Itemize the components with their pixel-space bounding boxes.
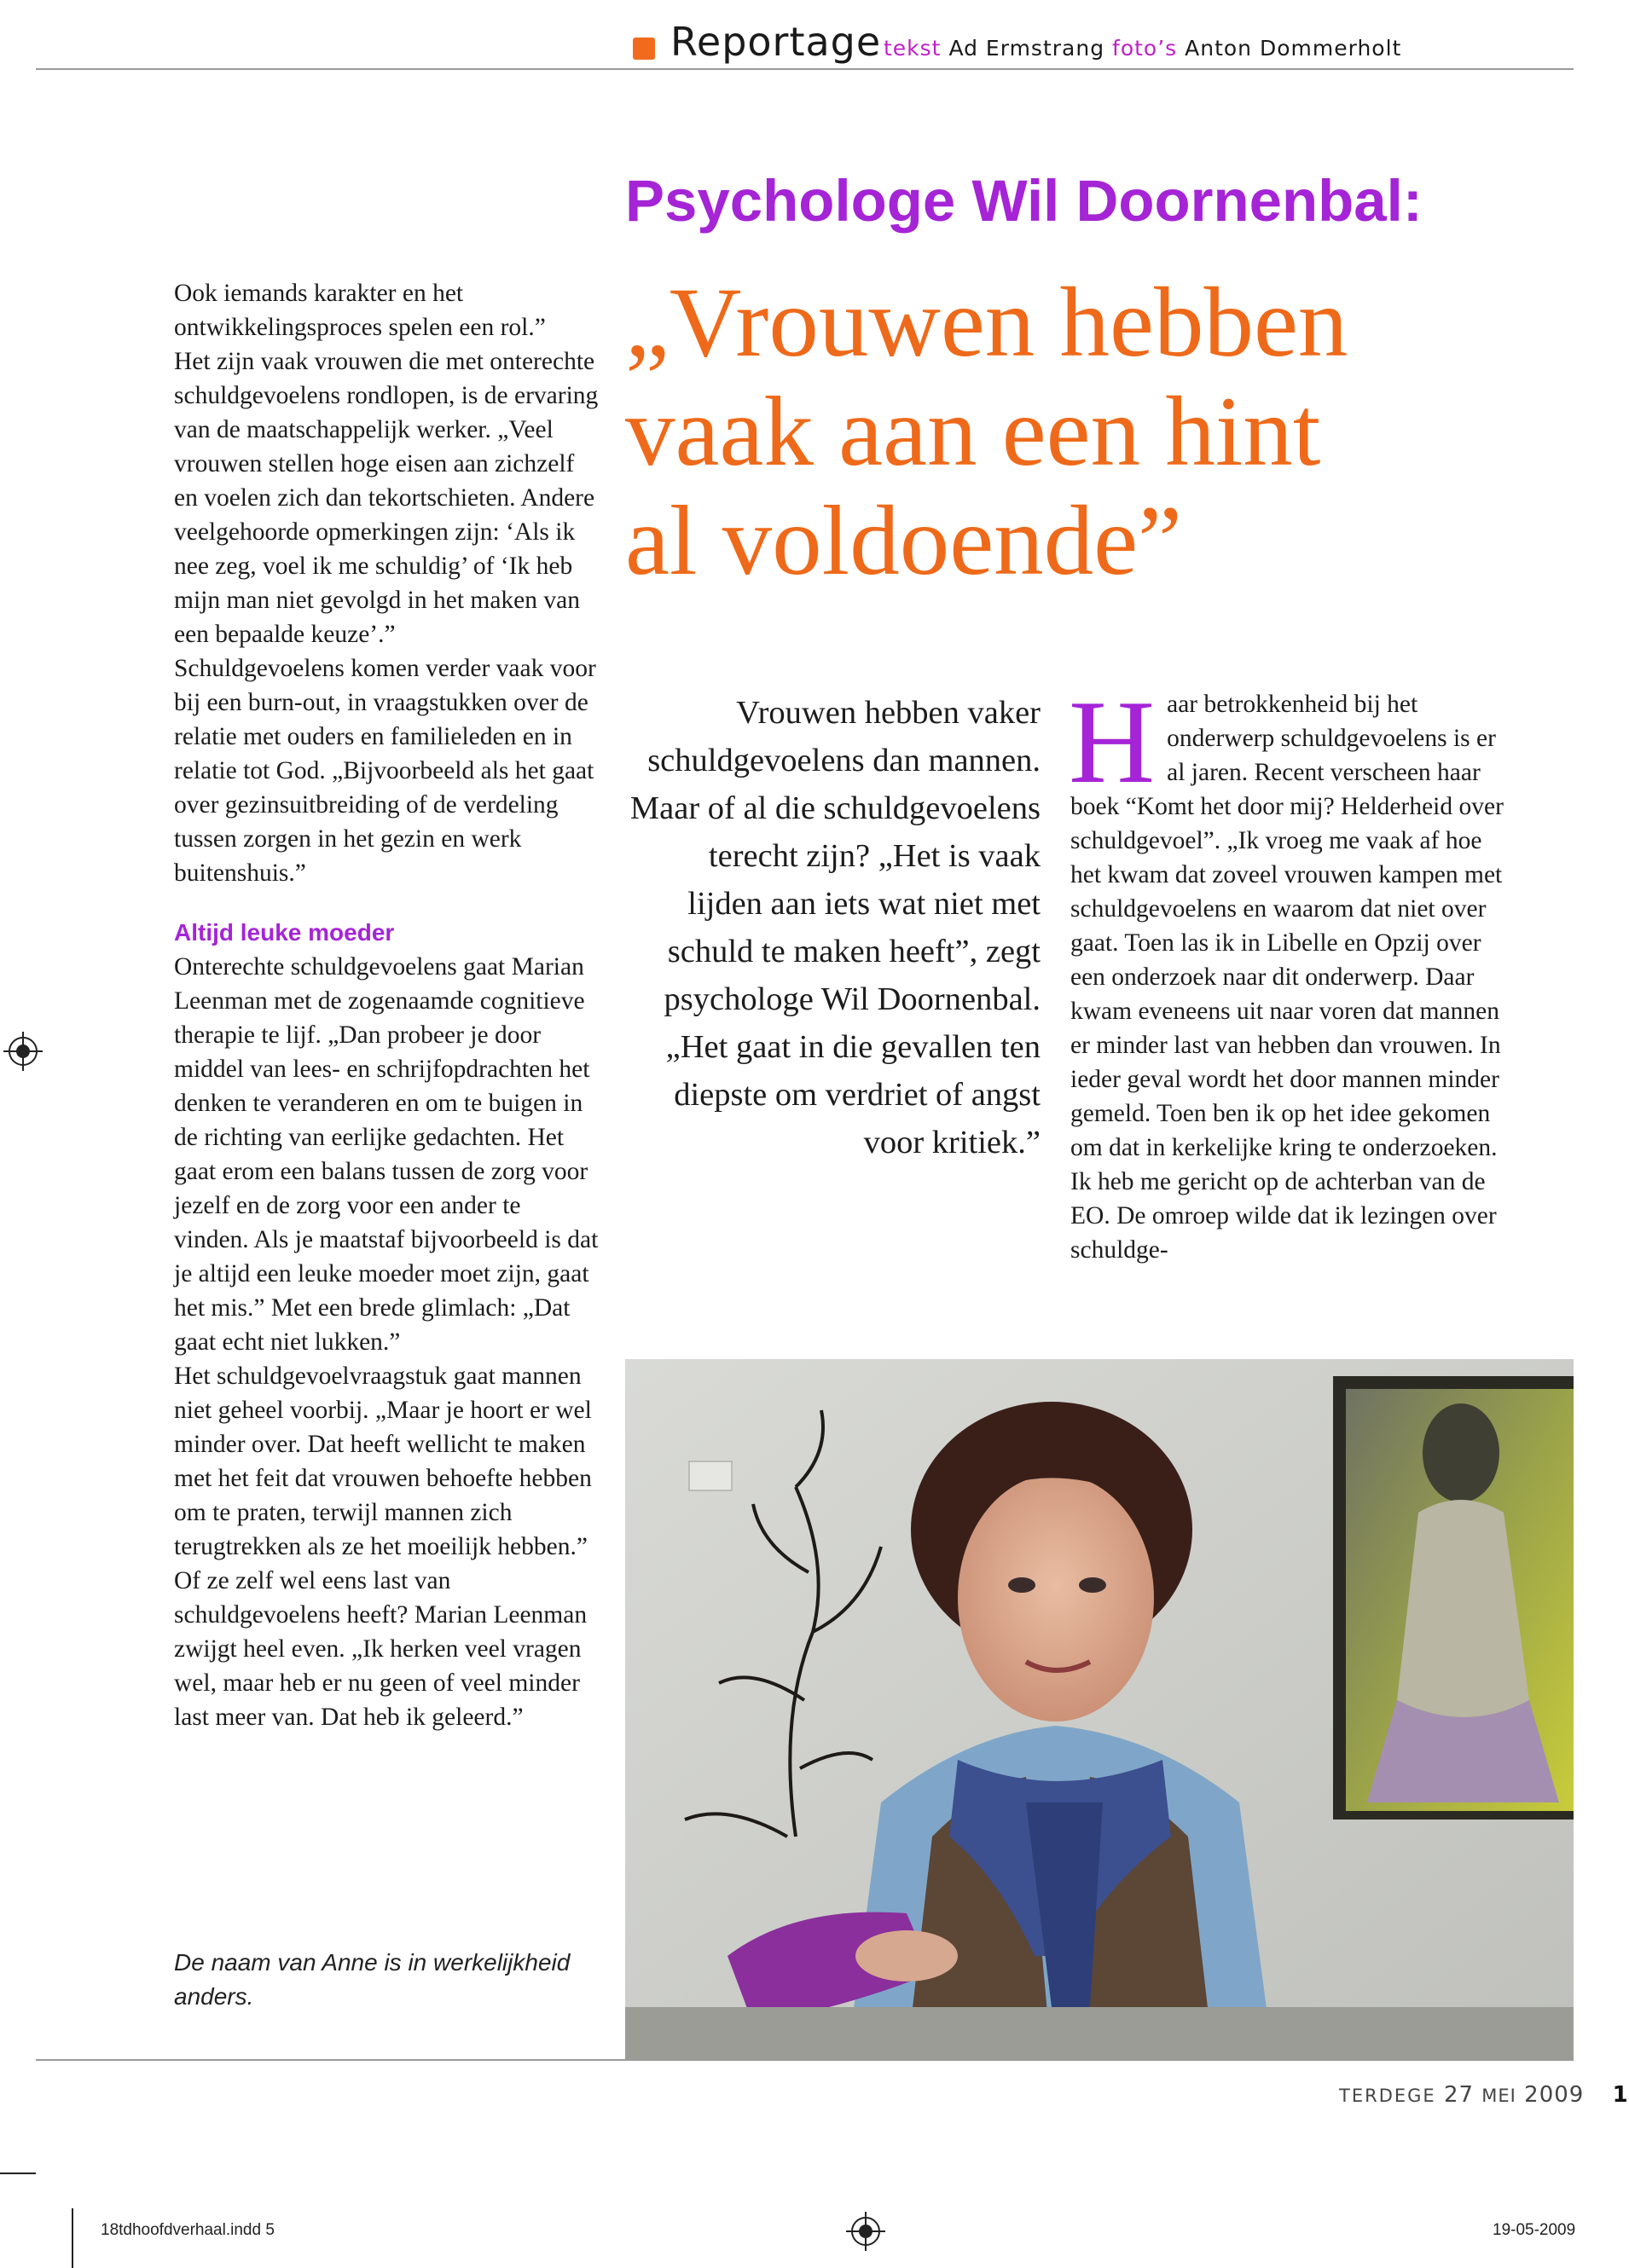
headline-line: al voldoende”: [625, 486, 1182, 596]
section-title: Reportage: [670, 19, 882, 65]
headline-line: „Vrouwen hebben: [625, 268, 1348, 378]
intro-text: Vrouwen hebben vaker schuldgevoelens dan mannen. Maar of al die schuldgevoelens terecht zijn? „Het is vaak lijden aan iets wat niet met schuld te maken heeft”, zegt psychologe Wil Doornenbal. „Het gaat in die gevallen ten diepste om verdriet of angst voor kritiek.”: [629, 695, 1041, 1160]
paragraph: Schuldgevoelens komen verder vaak voor bij een burn-out, in vraagstukken over de relatie met ouders en familieleden en in relatie tot God. „Bijvoorbeeld als het gaat over gezinsuitbreiding of de verdeling tussen zorgen in het gezin en werk buitenshuis.”: [174, 655, 596, 887]
headline-kicker: Psychologe Wil Doornenbal:: [625, 168, 1423, 234]
paragraph: Ook iemands karakter en het ontwikkelingsproces spelen een rol.”: [174, 280, 546, 341]
footer-rule: [36, 2059, 1574, 2061]
portrait-illustration: [625, 1359, 1574, 2060]
subheading: Altijd leuke moeder: [174, 919, 395, 946]
paragraph: Het zijn vaak vrouwen die met onterechte schuldgevoelens rondlopen, is de ervaring van de maatschappelijk werker. „Veel vrouwen stellen hoge eisen aan zichzelf en voelen zich dan tekortschieten. Andere veelgehoorde opmerkingen zijn: ‘Als ik nee zeg, voel ik me schuldig’ of ‘Ik heb mijn man niet gevolgd in het maken van een bepaalde keuze’.”: [174, 348, 599, 648]
publication-name: TERDEGE: [1339, 2086, 1436, 2106]
slug-date: 19-05-2009: [1493, 2221, 1576, 2239]
author: Ad Ermstrang: [948, 36, 1105, 61]
headline-quote: [625, 269, 1563, 596]
registration-mark-icon: [851, 2217, 880, 2246]
paragraph: Of ze zelf wel eens last van schuldgevoelens heeft? Marian Leenman zwijgt heel even. „Ik herken veel vragen wel, maar heb er nu geen of veel minder last meer van. Dat heb ik geleerd.”: [174, 1567, 588, 1731]
text-label: tekst: [884, 36, 942, 61]
page-number: 1: [1612, 2082, 1629, 2108]
crop-mark: [72, 2208, 73, 2268]
footnote: De naam van Anne is in werkelijkheid anders.: [174, 1949, 571, 2010]
headline-line: vaak aan een hint: [625, 377, 1321, 487]
photographer: Anton Dommerholt: [1185, 36, 1402, 61]
registration-mark-icon: [9, 1037, 38, 1066]
photo-label: foto’s: [1112, 36, 1178, 61]
portrait-photo: [625, 1359, 1574, 2060]
left-column: [174, 276, 600, 1734]
issue-month: MEI: [1481, 2086, 1516, 2106]
folio: [1339, 2082, 1629, 2108]
paragraph: Onterechte schuldgevoelens gaat Marian Leenman met de zogenaamde cognitieve therapie te lijf. „Dan probeer je door middel van lees- en schrijfopdrachten het denken te veranderen en om te buigen in de richting van eerlijke gedachten. Het gaat erom een balans tussen de zorg voor jezelf en de zorg voor een ander te vinden. Als je maatstaf bijvoorbeeld is dat je altijd een leuke moeder moet zijn, gaat het mis.” Met een brede glimlach: „Dat gaat echt niet lukken.”: [174, 953, 599, 1356]
drop-cap: H: [1069, 676, 1156, 808]
header-rule: [36, 68, 1574, 70]
section-marker: [633, 38, 655, 60]
slug-filename: 18tdhoofdverhaal.indd 5: [101, 2221, 275, 2239]
credits: [884, 36, 1401, 61]
right-column: [1069, 676, 1514, 1267]
paragraph: aar betrokkenheid bij het onderwerp schuldgevoelens is er al jaren. Recent verscheen haar boek “Komt het door mij? Helderheid over schuldgevoel”. „Ik vroeg me vaak af hoe het kwam dat zoveel vrouwen kampen met schuldgevoelens en waarom dat niet over gaat. Toen las ik in Libelle en Opzij over een onderzoek naar dit onderwerp. Daar kwam eveneens uit naar voren dat mannen er minder last van hebben dan vrouwen. In ieder geval wordt het door mannen minder gemeld. Toen ben ik op het idee gekomen om dat in kerkelijke kring te onderzoeken. Ik heb me gericht op de achterban van de EO. De omroep wilde dat ik lezingen over schuldge-: [1070, 691, 1504, 1264]
paragraph: Het schuldgevoelvraagstuk gaat mannen niet geheel voorbij. „Maar je hoort er wel minder over. Dat heeft wellicht te maken met het feit dat vrouwen behoefte hebben om te praten, terwijl mannen zich terugtrekken als ze het moeilijk hebben.”: [174, 1363, 592, 1560]
crop-mark: [0, 2173, 36, 2174]
issue-year: 2009: [1524, 2082, 1585, 2108]
issue-day: 27: [1443, 2082, 1475, 2108]
